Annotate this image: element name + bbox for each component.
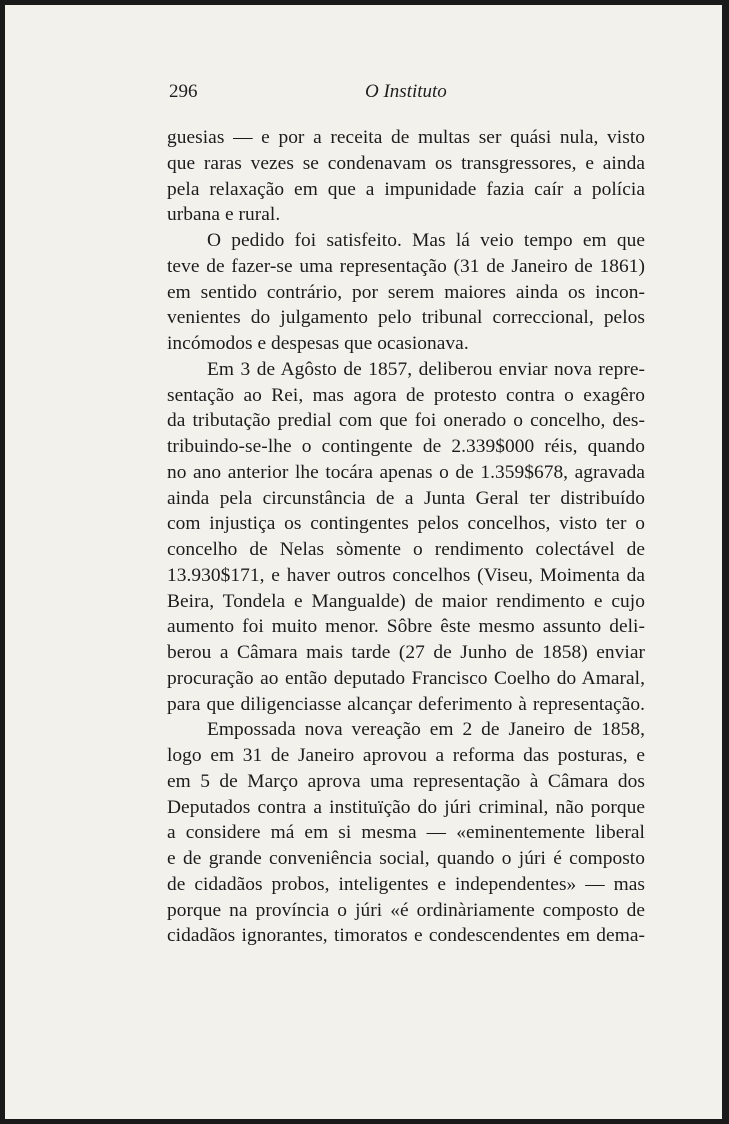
- running-title: O Instituto: [365, 81, 447, 102]
- book-page: [5, 5, 722, 1119]
- text-line: urbana e rural.: [167, 204, 281, 226]
- text-line: logo em 31 de Janeiro aprovou a reforma das posturas, e: [167, 745, 645, 766]
- text-line: O pedido foi satisfeito. Mas lá veio tempo em que: [207, 230, 645, 251]
- text-line: 13.930$171, e haver outros concelhos (Viseu, Moimenta da: [167, 564, 645, 586]
- text-line: no ano anterior lhe tocára apenas o de 1.359$678, agravada: [167, 461, 645, 483]
- text-line: de cidadãos probos, inteligentes e independentes» — mas: [167, 873, 645, 895]
- page-number: 296: [169, 81, 198, 102]
- text-line: cidadãos ignorantes, timoratos e condescendentes em dema-: [167, 925, 645, 947]
- text-line: Em 3 de Agôsto de 1857, deliberou enviar nova repre-: [207, 358, 645, 380]
- text-line: pela relaxação em que a impunidade fazia caír a polícia: [167, 178, 645, 200]
- text-line: procuração ao então deputado Francisco Coelho do Amaral,: [167, 667, 645, 689]
- paragraph: [167, 228, 645, 357]
- text-line: a considere má em si mesma — «eminentemente liberal: [167, 822, 645, 844]
- text-line: teve de fazer-se uma representação (31 de Janeiro de 1861): [167, 255, 645, 277]
- text-line: ainda pela circunstância de a Junta Geral ter distribuído: [167, 487, 645, 509]
- text-line: porque na província o júri «é ordinàriamente composto de: [167, 899, 645, 921]
- paragraph: [167, 125, 645, 228]
- text-line: guesias — e por a receita de multas ser quási nula, visto: [167, 127, 645, 148]
- page-header: [5, 81, 722, 105]
- text-line: da tributação predial com que foi onerado o concelho, des-: [167, 410, 645, 432]
- text-line: e de grande conveniência social, quando o júri é composto: [167, 848, 645, 869]
- text-line: em sentido contrário, por serem maiores ainda os incon-: [167, 281, 645, 303]
- text-line: com injustiça os contingentes pelos concelhos, visto ter o: [167, 513, 645, 535]
- text-line: sentação ao Rei, mas agora de protesto contra o exagêro: [167, 384, 645, 406]
- text-line: Deputados contra a instituïção do júri criminal, não porque: [167, 796, 645, 818]
- text-line: para que diligenciasse alcançar deferimento à representação.: [167, 693, 645, 715]
- text-line: berou a Câmara mais tarde (27 de Junho de 1858) enviar: [167, 642, 645, 663]
- text-line: Beira, Tondela e Mangualde) de maior rendimento e cujo: [167, 590, 645, 612]
- text-line: concelho de Nelas sòmente o rendimento colectável de: [167, 539, 645, 560]
- text-line: venientes do julgamento pelo tribunal correccional, pelos: [167, 307, 645, 329]
- body-text: [167, 125, 645, 949]
- text-line: em 5 de Março aprova uma representação à Câmara dos: [167, 770, 645, 792]
- paragraph: [167, 717, 645, 949]
- text-line: aumento foi muito menor. Sôbre êste mesmo assunto deli-: [167, 616, 645, 638]
- text-line: tribuindo-se-lhe o contingente de 2.339$000 réis, quando: [167, 436, 645, 457]
- text-line: Empossada nova vereação em 2 de Janeiro de 1858,: [207, 719, 645, 741]
- text-line: que raras vezes se condenavam os transgressores, e ainda: [167, 152, 645, 174]
- text-line: incómodos e despesas que ocasionava.: [167, 333, 469, 354]
- paragraph: [167, 357, 645, 718]
